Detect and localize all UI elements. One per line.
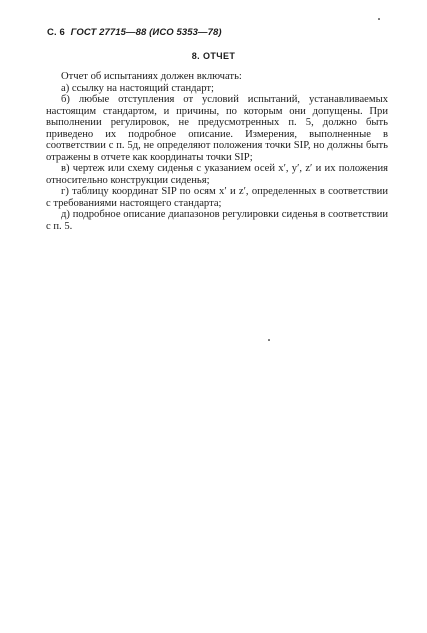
scan-speck xyxy=(268,339,270,341)
page-number: С. 6 xyxy=(47,27,65,38)
paragraph-item-d: д) подробное описание диапазонов регулировки сиденья в соответствии с п. 5. xyxy=(46,209,388,232)
paragraph-item-v: в) чертеж или схему сиденья с указанием осей x′, y′, z′ и их положения относительно конструкции сиденья; xyxy=(46,163,388,186)
scan-speck xyxy=(378,18,380,20)
paragraph-item-g: г) таблицу координат SIP по осям x′ и z′, определенных в соответствии с требованиями настоящего стандарта; xyxy=(46,186,388,209)
standard-designation: ГОСТ 27715—88 (ИСО 5353—78) xyxy=(70,27,222,38)
running-header xyxy=(47,27,222,38)
report-requirements-text xyxy=(46,71,388,232)
paragraph-item-b: б) любые отступления от условий испытаний, устанавливаемых настоящим стандартом, и причины, по которым они допущены. При выполнении регулировок, не предусмотренных п. 5, должно быть приведено их подробное описание. Измерения, выполненные в соответствии с п. 5д, не определяют положения точки SIP, но должны быть отражены в отчете как координаты точки SIP; xyxy=(46,94,388,163)
paragraph-intro: Отчет об испытаниях должен включать: xyxy=(61,71,242,82)
section-heading: 8. ОТЧЕТ xyxy=(191,51,236,61)
paragraph-item-a: а) ссылку на настоящий стандарт; xyxy=(61,82,214,94)
